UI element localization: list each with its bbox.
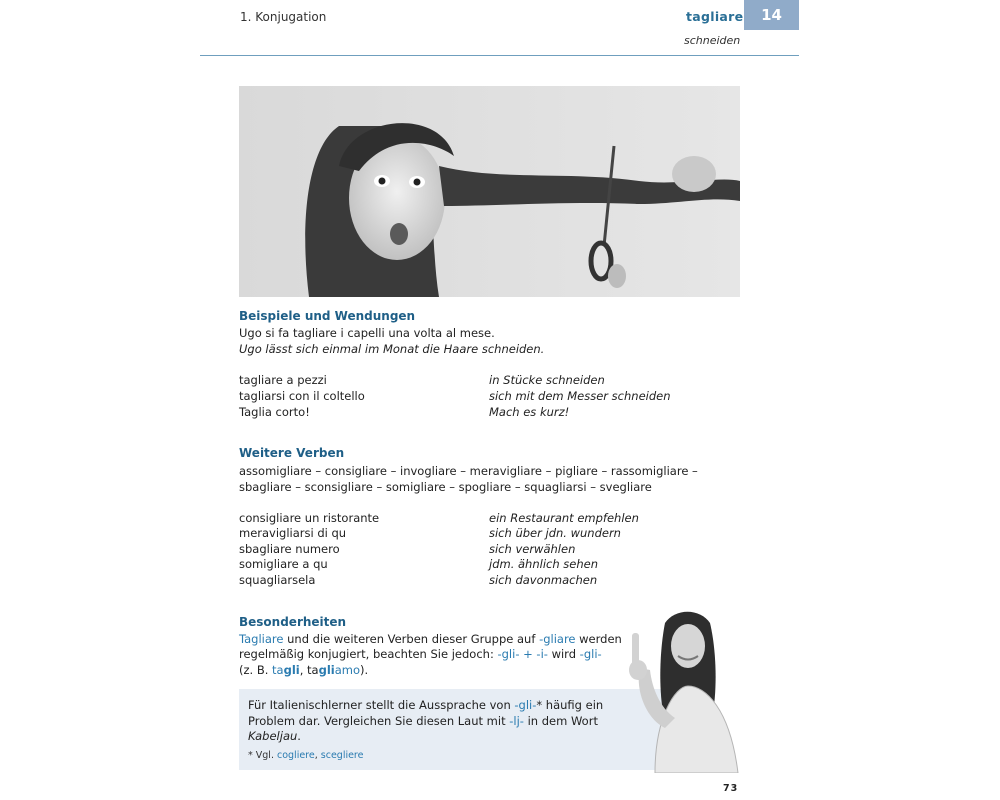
special-heading: Besonderheiten xyxy=(239,615,347,629)
text: ). xyxy=(360,663,369,677)
note-line-3 xyxy=(248,729,301,745)
page-number: 73 xyxy=(723,783,739,794)
text: werden xyxy=(575,632,622,646)
example-sentence-de: Ugo lässt sich einmal im Monat die Haare schneiden. xyxy=(239,342,545,356)
note-line-1 xyxy=(248,698,603,714)
form: ta xyxy=(272,663,284,677)
special-line-2 xyxy=(239,647,602,663)
rule-fragment: -gli- + -i- xyxy=(497,647,548,661)
phrase-it: sbagliare numero xyxy=(239,542,340,556)
verb-ending: -gliare xyxy=(539,632,576,646)
text: . xyxy=(297,729,301,743)
sound: -lj- xyxy=(509,714,524,728)
text: in dem Wort xyxy=(523,714,598,728)
phrase-it: consigliare un ristorante xyxy=(239,511,380,525)
more-verbs-heading: Weitere Verben xyxy=(239,446,345,460)
form-highlight: gli xyxy=(283,663,300,677)
special-line-1 xyxy=(239,632,622,648)
phrase-it: tagliarsi con il coltello xyxy=(239,389,365,403)
text: Für Italienischlerner stellt die Aussprache von xyxy=(248,698,515,712)
example-sentence-it: Ugo si fa tagliare i capelli una volta al mese. xyxy=(239,326,495,340)
text: Problem dar. Vergleichen Sie diesen Laut mit xyxy=(248,714,510,728)
phrase-it: tagliare a pezzi xyxy=(239,373,327,387)
phrase-de: jdm. ähnlich sehen xyxy=(489,557,599,571)
text: wird xyxy=(547,647,580,661)
sound: -gli- xyxy=(514,698,537,712)
verb-number-badge: 14 xyxy=(744,0,799,30)
text: (z. B. xyxy=(239,663,273,677)
word: Kabeljau xyxy=(248,729,298,743)
reference-link[interactable]: cogliere xyxy=(276,750,315,761)
verb-list-line: sbagliare – sconsigliare – somigliare – spogliare – squagliarsi – svegliare xyxy=(239,480,652,494)
text: und die weiteren Verben dieser Gruppe auf xyxy=(283,632,540,646)
form: amo xyxy=(334,663,361,677)
woman-pointing-illustration xyxy=(620,608,750,773)
verb-translation: schneiden xyxy=(684,34,741,47)
form-highlight: gli xyxy=(318,663,335,677)
chapter-title: 1. Konjugation xyxy=(240,10,327,24)
phrase-de: sich verwählen xyxy=(489,542,576,556)
phrase-it: meravigliarsi di qu xyxy=(239,526,347,540)
phrase-de: ein Restaurant empfehlen xyxy=(489,511,639,525)
phrase-de: sich mit dem Messer schneiden xyxy=(489,389,671,403)
rule-fragment: -gli- xyxy=(579,647,602,661)
phrase-de: sich davonmachen xyxy=(489,573,598,587)
hair-cutting-photo xyxy=(239,86,740,297)
text: * häufig ein xyxy=(536,698,604,712)
text: , ta xyxy=(299,663,319,677)
reference-link[interactable]: scegliere xyxy=(320,750,364,761)
phrase-it: somigliare a qu xyxy=(239,557,328,571)
text: , xyxy=(314,750,321,761)
header-divider xyxy=(200,55,799,56)
phrase-de: Mach es kurz! xyxy=(489,405,570,419)
text: * Vgl. xyxy=(248,750,277,761)
photo-illustration xyxy=(239,86,740,297)
special-line-3 xyxy=(239,663,368,679)
text: regelmäßig konjugiert, beachten Sie jedoch: xyxy=(239,647,498,661)
footnote xyxy=(248,750,363,761)
phrase-de: in Stücke schneiden xyxy=(489,373,605,387)
verb-link: Tagliare xyxy=(239,632,284,646)
phrase-de: sich über jdn. wundern xyxy=(489,526,621,540)
phrase-it: Taglia corto! xyxy=(239,405,310,419)
note-line-2 xyxy=(248,714,598,730)
examples-heading: Beispiele und Wendungen xyxy=(239,309,416,323)
verb-title: tagliare xyxy=(686,9,744,24)
verb-list-line: assomigliare – consigliare – invogliare – meravigliare – pigliare – rassomigliare – xyxy=(239,464,698,478)
phrase-it: squagliarsela xyxy=(239,573,316,587)
teacher-illustration xyxy=(620,608,750,773)
